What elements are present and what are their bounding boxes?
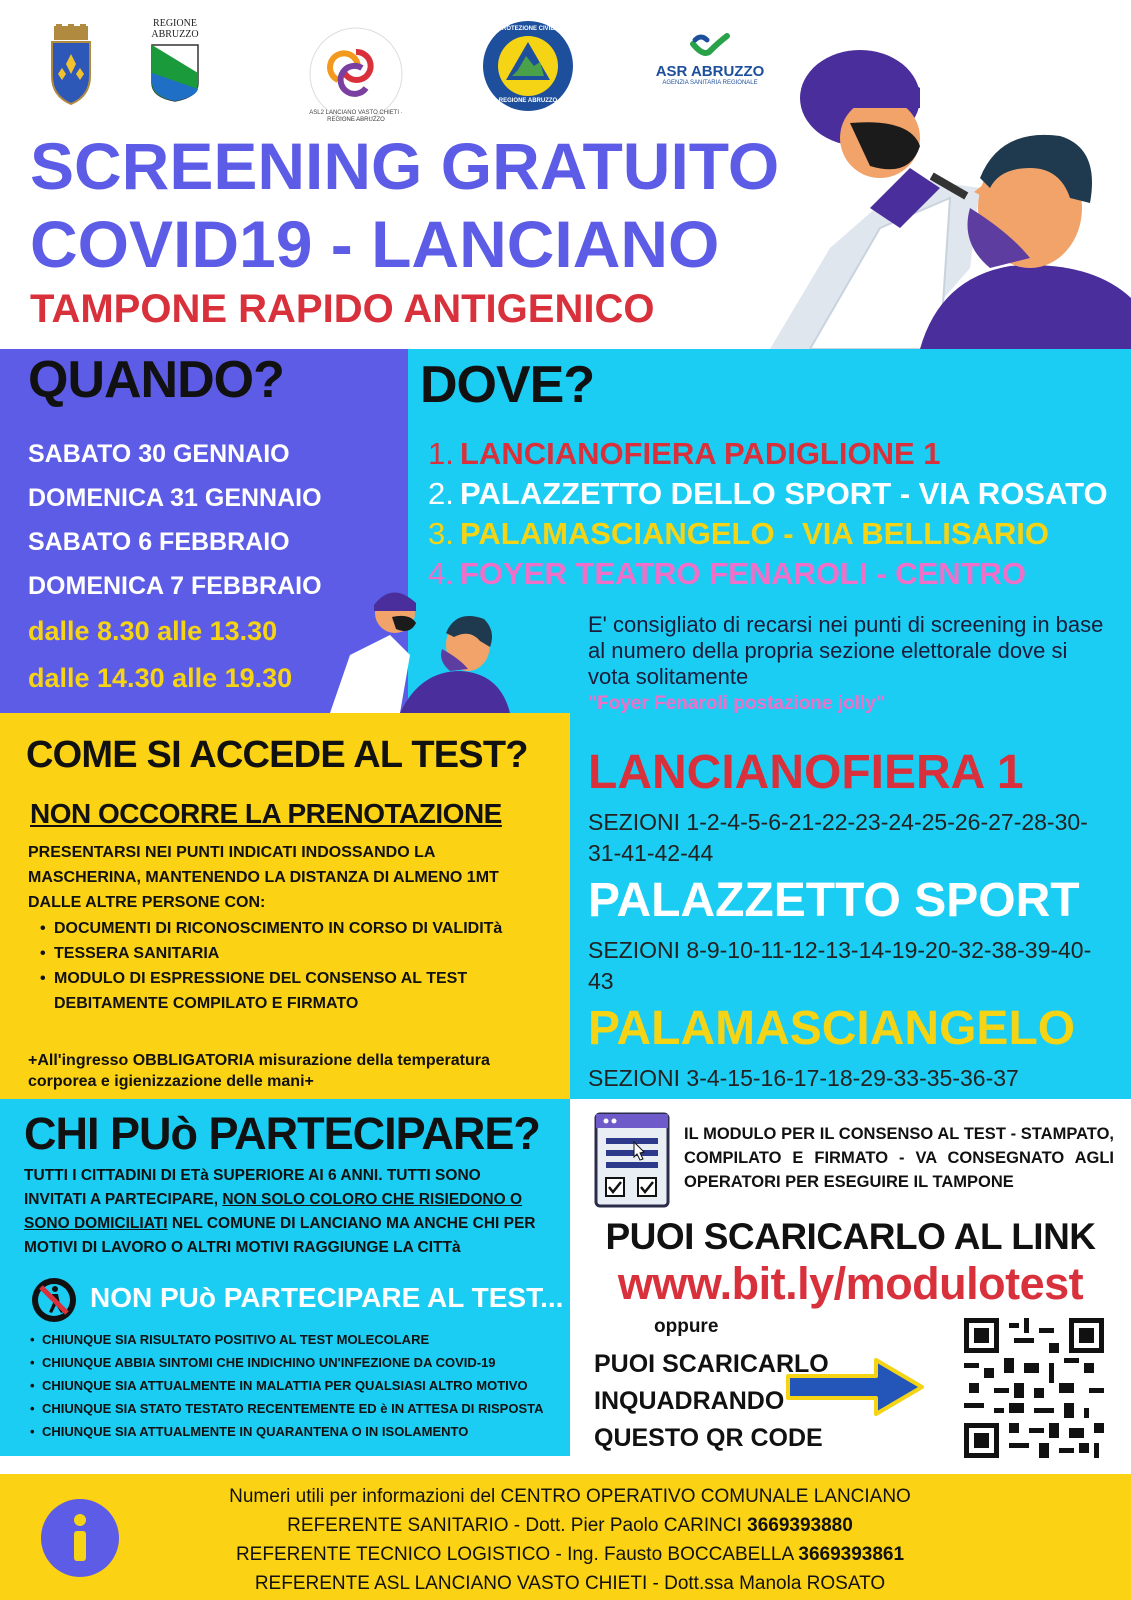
swab-illustration [770,28,1131,349]
subtitle: TAMPONE RAPIDO ANTIGENICO [30,287,655,331]
location-name: FOYER TEATRO FENAROLI - CENTRO [460,556,1027,591]
exclusion-item: • CHIUNQUE SIA RISULTATO POSITIVO AL TEST MOLECOLARE [30,1328,560,1351]
no-booking-text: NON OCCORRE LA PRENOTAZIONE [30,798,502,829]
dove-note: E' consigliato di recarsi nei punti di screening in base al numero della propria sezione elettorale dove si vota solitamente [588,612,1104,689]
date-3: SABATO 6 FEBBRAIO [28,528,290,556]
sezione-numbers-palazzetto: SEZIONI 8-9-10-11-12-13-14-19-20-32-38-39-40-43 [588,937,1092,994]
qr-code[interactable] [964,1318,1104,1458]
accesso-intro: PRESENTARSI NEI PUNTI INDICATI INDOSSANDO LA MASCHERINA, MANTENENDO LA DISTANZA DI ALMENO 1MT DALLE ALTRE PERSONE CON: [28,844,499,911]
no-entry-icon [30,1276,78,1324]
sezioni-list [588,745,1116,1094]
date-1: SABATO 30 GENNAIO [28,440,290,468]
qr-text-line2: INQUADRANDO [594,1387,785,1415]
quando-heading: QUANDO? [28,351,284,409]
arrow-right-icon [786,1356,926,1418]
date-2: DOMENICA 31 GENNAIO [28,484,322,512]
location-item-4 [428,554,1128,594]
location-item-1 [428,434,1128,474]
partecipare-text [24,1164,544,1260]
protezione-logo-top: PROTEZIONE CIVILE [497,26,558,32]
comune-crest-logo [48,24,94,106]
location-name: PALAMASCIANGELO - VIA BELLISARIO [460,516,1049,551]
exclusion-item: • CHIUNQUE SIA ATTUALMENTE IN QUARANTENA O IN ISOLAMENTO [30,1420,560,1443]
requirement-item: • DOCUMENTI DI RICONOSCIMENTO IN CORSO DI VALIDITà [28,916,548,941]
time-afternoon: dalle 14.30 alle 19.30 [28,663,293,693]
date-4: DOMENICA 7 FEBBRAIO [28,572,322,600]
dove-heading: DOVE? [420,356,595,414]
exclusion-item: • CHIUNQUE SIA STATO TESTATO RECENTEMENTE ED è IN ATTESA DI RISPOSTA [30,1397,560,1420]
location-name: PALAZZETTO DELLO SPORT - VIA ROSATO [460,476,1108,511]
partecipare-text-b: NEL COMUNE DI LANCIANO MA ANCHE CHI PER MOTIVI DI LAVORO O ALTRI MOTIVI RAGGIUNGE LA CITTà [24,1215,536,1256]
asr-abruzzo-logo [650,32,770,102]
non-partecipare-heading: NON PUò PARTECIPARE AL TEST... [90,1282,564,1313]
partecipare-text-a: TUTTI I CITTADINI DI ETà SUPERIORE AI 6 ANNI. TUTTI SONO INVITATI A PARTECIPARE, [24,1167,481,1208]
regione-logo-line1: REGIONE [153,18,197,29]
footer-line-1 [140,1482,1000,1511]
footer-line-phone[interactable]: 3669393880 [747,1515,853,1536]
accesso-heading: COME SI ACCEDE AL TEST? [26,734,528,776]
location-num: 4. [428,556,454,591]
location-num: 2. [428,476,454,511]
oppure-text: oppure [654,1316,719,1337]
sezione-numbers-palamasciangelo: SEZIONI 3-4-15-16-17-18-29-33-35-36-37 [588,1065,1019,1091]
asr-logo-sub: AGENZIA SANITARIA REGIONALE [662,80,758,86]
regione-abruzzo-logo [146,18,204,108]
non-partecipare-list [30,1328,560,1443]
quando-dates [28,432,322,702]
location-item-3 [428,514,1128,554]
regione-logo-line2: ABRUZZO [151,29,199,40]
requirement-item: • TESSERA SANITARIA [28,941,548,966]
footer-line-text: REFERENTE TECNICO LOGISTICO - Ing. Fausto BOCCABELLA [235,1544,799,1565]
sezione-title-palazzetto: PALAZZETTO SPORT [588,874,1080,927]
dove-jolly-note: "Foyer Fenaroli postazione jolly" [588,693,885,714]
sezione-title-lancianofiera: LANCIANOFIERA 1 [588,746,1024,799]
location-num: 3. [428,516,454,551]
main-title-line2: COVID19 - LANCIANO [30,207,720,281]
temperature-note: +All'ingresso OBBLIGATORIA misurazione della temperatura corporea e igienizzazione delle mani+ [28,1052,490,1090]
info-icon [40,1498,120,1578]
main-title-line1: SCREENING GRATUITO [30,129,780,203]
footer-line-text: REFERENTE SANITARIO - Dott. Pier Paolo CARINCI [287,1515,748,1536]
download-link[interactable]: www.bit.ly/modulotest [617,1258,1084,1309]
location-num: 1. [428,436,454,471]
form-document-icon [594,1112,670,1208]
qr-text-line1: PUOI SCARICARLO [594,1350,829,1378]
sezione-numbers-lancianofiera: SEZIONI 1-2-4-5-6-21-22-23-24-25-26-27-28-30-31-41-42-44 [588,809,1088,866]
exclusion-item: • CHIUNQUE SIA ATTUALMENTE IN MALATTIA PER QUALSIASI ALTRO MOTIVO [30,1374,560,1397]
partecipare-heading: CHI PUò PARTECIPARE? [24,1108,540,1159]
exclusion-item: • CHIUNQUE ABBIA SINTOMI CHE INDICHINO UN'INFEZIONE DA COVID-19 [30,1351,560,1374]
footer-text [140,1482,1000,1598]
footer-line-3 [140,1540,1000,1569]
dove-locations [428,434,1128,594]
footer-line-2 [140,1511,1000,1540]
requirement-item: • MODULO DI ESPRESSIONE DEL CONSENSO AL TEST DEBITAMENTE COMPILATO E FIRMATO [28,966,498,1016]
accesso-requirements-list [28,916,548,1016]
asr-logo-name: ASR ABRUZZO [655,63,765,80]
small-swab-illustration [330,575,520,713]
footer-line-phone[interactable]: 3669393861 [798,1544,905,1565]
time-morning: dalle 8.30 alle 13.30 [28,616,278,646]
modulo-text: IL MODULO PER IL CONSENSO AL TEST - STAMPATO, COMPILATO E FIRMATO - VA CONSEGNATO AGLI OPERATORI PER ESEGUIRE IL TAMPONE [684,1125,1114,1191]
location-name: LANCIANOFIERA PADIGLIONE 1 [460,436,941,471]
footer-line-text: REFERENTE ASL LANCIANO VASTO CHIETI - Dott.ssa Manola ROSATO [254,1573,886,1594]
protezione-logo-bottom: REGIONE ABRUZZO [498,98,558,104]
sezione-title-palamasciangelo: PALAMASCIANGELO [588,1002,1076,1055]
partecipare-text-underlined: NON SOLO COLORO CHE RISIEDONO O SONO DOMICILIATI [24,1191,523,1232]
asl-logo-ring-text: ASL2 LANCIANO VASTO CHIETI · REGIONE ABRUZZO [309,110,403,123]
footer-line-4 [140,1569,1000,1598]
download-heading: PUOI SCARICARLO AL LINK [605,1216,1096,1257]
protezione-civile-logo [482,20,574,112]
location-item-2 [428,474,1128,514]
qr-text-line3: QUESTO QR CODE [594,1424,823,1452]
footer-line-text: Numeri utili per informazioni del CENTRO OPERATIVO COMUNALE LANCIANO [229,1486,911,1507]
asl-logo [308,26,404,122]
